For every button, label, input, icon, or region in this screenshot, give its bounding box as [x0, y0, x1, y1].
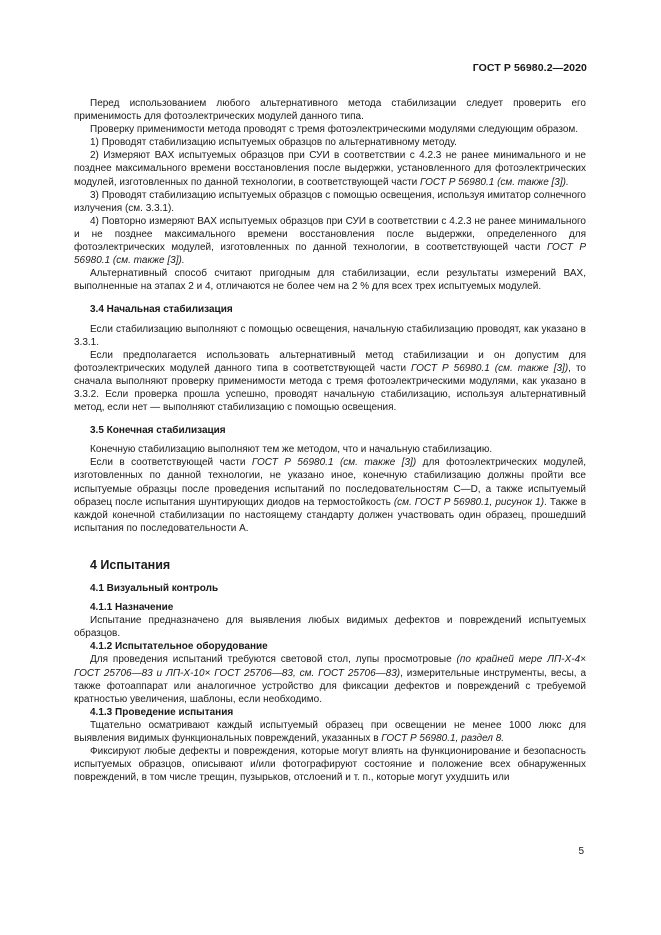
paragraph: Фиксируют любые дефекты и повреждения, которые могут влиять на функционирование и безопасность испытуемых образцов, описывают и/или фотографируют состояние и положение всех обнаруженных повреждений, в том числе трещин, пузырьков, отслоений и т. п., которые могут ухудшить или	[74, 746, 586, 784]
reference: ГОСТ Р 56980.1, раздел 8.	[381, 733, 505, 745]
text-run: . Также в каждой конечной стабилизации по настоящему стандарту должен участвовать один образец, прошедший испытания по последовательности А.	[74, 496, 587, 534]
list-item: 3) Проводят стабилизацию испытуемых образцов с помощью освещения, используя имитатор солнечного излучения (см. 3.3.1).	[74, 189, 586, 214]
reference: ГОСТ Р 56980.1 (см. также [3])	[251, 457, 417, 469]
paragraph	[74, 653, 586, 705]
text-run: 2) Измеряют ВАХ испытуемых образцов при СУИ в соответствии с 4.2.3 не ранее минимального и не позднее максимального времени восстановления после выдержки, установленного для фотоэлектрических модулей, изготовленных по данной технологии, в соответствующей части	[74, 150, 586, 188]
list-item	[74, 215, 586, 267]
page-body	[74, 97, 586, 784]
section-heading-4-1-3: 4.1.3 Проведение испытания	[90, 706, 234, 718]
section-heading-4-1: 4.1 Визуальный контроль	[90, 583, 219, 594]
list-item: 1) Проводят стабилизацию испытуемых образцов по альтернативному методу.	[90, 137, 457, 149]
text-run: Если в соответствующей части	[90, 457, 252, 469]
reference: (по крайней мере ЛП-Х-4× ГОСТ 25706—83 и ЛП-Х-10× ГОСТ 25706—83, см. ГОСТ 25706—83)	[74, 654, 587, 679]
paragraph: Перед использованием любого альтернативного метода стабилизации следует проверить его применимость для фотоэлектрических модулей данного типа.	[74, 98, 586, 123]
text-run: Для проведения испытаний требуются световой стол, лупы просмотровые	[90, 654, 457, 666]
section-heading-3-5: 3.5 Конечная стабилизация	[90, 425, 226, 437]
text-run: Если предполагается использовать альтернативный метод стабилизации и он допустим для фотоэлектрических модулей данного типа в соответствующей части	[74, 349, 586, 374]
reference: ГОСТ Р 56980.1 (см. также [3]).	[74, 242, 586, 267]
paragraph	[74, 719, 586, 745]
list-item	[74, 149, 586, 188]
paragraph	[74, 456, 586, 535]
text-run: для фотоэлектрических модулей, изготовленных по данной технологии, не указано иное, конечную стабилизацию должны пройти все испытуемые образцы после проведения испытаний по последовательностям C—D, а также испытуемый образец после испытания шунтирующих диодов на термостойкость	[74, 457, 586, 508]
paragraph: Если стабилизацию выполняют с помощью освещения, начальную стабилизацию проводят, как указано в 3.3.1.	[74, 323, 586, 348]
text-run: Тщательно осматривают каждый испытуемый образец при освещении не менее 1000 люкс для выявления видимых функциональных повреждений, указанных в	[74, 719, 586, 745]
text-run: , измерительные инструменты, весы, а также фотоаппарат или аналогичное устройство для фиксации дефектов и повреждений с требуемой кратностью увеличения, шаблоны, если необходимо.	[74, 667, 587, 705]
paragraph	[74, 349, 586, 414]
section-heading-3-4: 3.4 Начальная стабилизация	[90, 304, 233, 316]
text-run: , то сначала выполняют проверку применимости метода с тремя фотоэлектрическими модулями, как указано в 3.3.2. Если проверка прошла успешно, проводят начальную стабилизацию, используя альтернативный метод, если нет — выполняют стабилизацию с помощью освещения.	[74, 362, 586, 414]
section-heading-4: 4 Испытания	[90, 557, 171, 572]
section-heading-4-1-1: 4.1.1 Назначение	[90, 602, 174, 614]
paragraph: Проверку применимости метода проводят с тремя фотоэлектрическими модулями следующим образом.	[90, 124, 579, 136]
page-number: 5	[578, 846, 584, 857]
text-run: 4) Повторно измеряют ВАХ испытуемых образцов при СУИ в соответствии с 4.2.3 не ранее минимального и не позднее максимального времени восстановления после выдержки, определенного для фотоэлектрических модулей, изготовленных по данной технологии, в соответствующей части	[74, 215, 586, 254]
section-heading-4-1-2: 4.1.2 Испытательное оборудование	[90, 641, 268, 653]
reference: ГОСТ Р 56980.1 (см. также [3])	[411, 362, 569, 374]
paragraph: Альтернативный способ считают пригодным для стабилизации, если результаты измерений ВАХ, выполненные на этапах 2 и 4, отличаются не более чем на 2 % для всех трех испытуемых модулей.	[74, 268, 586, 293]
paragraph: Конечную стабилизацию выполняют тем же методом, что и начальную стабилизацию.	[90, 444, 493, 456]
paragraph: Испытание предназначено для выявления любых видимых дефектов и повреждений испытуемых образцов.	[74, 615, 586, 640]
document-code-header: ГОСТ Р 56980.2—2020	[472, 62, 587, 74]
reference: ГОСТ Р 56980.1 (см. также [3]).	[420, 176, 569, 188]
reference: (см. ГОСТ Р 56980.1, рисунок 1)	[393, 496, 545, 508]
